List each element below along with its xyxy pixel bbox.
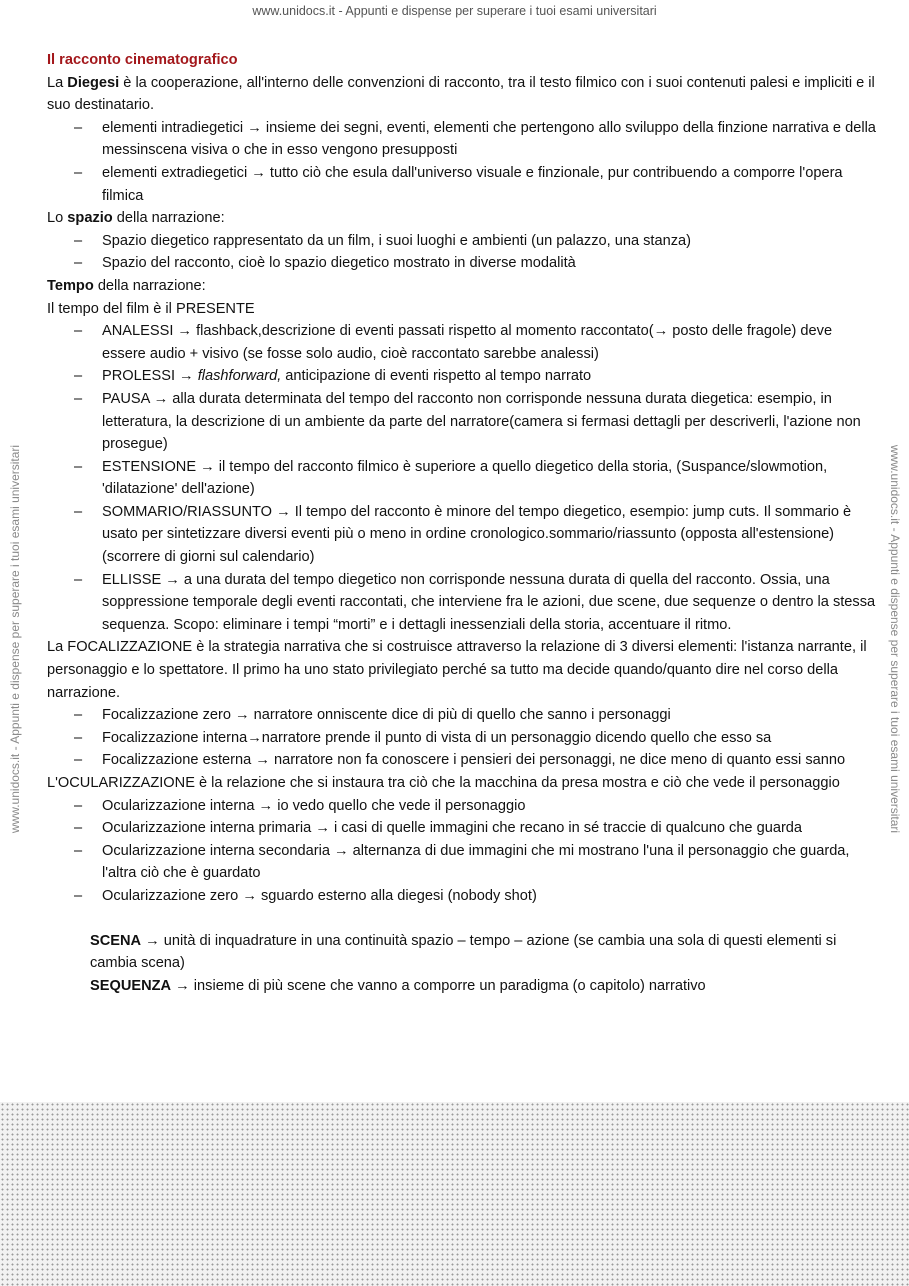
list-item-sommario: – SOMMARIO/RIASSUNTO → Il tempo del racconto è minore del tempo diegetico, esempio: jump cuts. Il sommario è usato per sintetizzare diversi eventi più o meno in ordine cronologico.sommario/riassunto (opposta all'estensione) (scorrere di giorni sul calendario) (74, 503, 852, 566)
document-title: Il racconto cinematografico (47, 52, 238, 68)
list-item: – Focalizzazione esterna → narratore non fa conoscere i pensieri dei personaggi, ne dice meno di quanto essi sanno (74, 752, 846, 769)
spazio-list (47, 230, 877, 275)
scena-term: SCENA (90, 932, 142, 949)
sequenza-term: SEQUENZA (90, 977, 172, 994)
list-item-analessi: – ANALESSI → flashback,descrizione di eventi passati rispetto al momento raccontato(→ posto delle fragole) deve essere audio + visivo (se fosse solo audio, cioè raccontato sarebbe analessi) (74, 323, 833, 362)
spacer (47, 908, 877, 930)
watermark-left: www.unidocs.it - Appunti e dispense per superare i tuoi esami universitari (8, 444, 22, 834)
tempo-term: Tempo (47, 277, 94, 294)
spazio-heading: Lo spazio della narrazione: (47, 210, 225, 227)
list-item: – Focalizzazione interna→narratore prende il punto di vista di un personaggio dicendo quello che esso sa (74, 729, 772, 746)
diegesi-list (47, 117, 877, 207)
list-item-ellisse: – ELLISSE → a una durata del tempo diegetico non corrisponde nessuna durata di quella del racconto. Ossia, una soppressione temporale degli eventi raccontati, che interviene fra le azioni, due scene, due sequenze o dentro la stessa sequenza. Scopo: eliminare i tempi “morti” e i dettagli inessenziali della storia, accentuare il ritmo. (74, 571, 876, 633)
diegesi-paragraph: La Diegesi è la cooperazione, all'interno delle convenzioni di racconto, tra il testo filmico con i suoi contenuti palesi e impliciti e il suo destinatario. (47, 74, 875, 114)
watermark-top: www.unidocs.it - Appunti e dispense per superare i tuoi esami universitari (252, 4, 657, 18)
tempo-list (47, 320, 877, 636)
tempo-presente: Il tempo del film è il PRESENTE (47, 300, 255, 317)
list-item: – Ocularizzazione interna → io vedo quello che vede il personaggio (74, 797, 526, 814)
tempo-heading: Tempo della narrazione: (47, 277, 206, 294)
focalizzazione-paragraph: La FOCALIZZAZIONE è la strategia narrativa che si costruisce attraverso la relazione di 3 diversi elementi: l'istanza narrante, il personaggio e lo spettatore. Il primo ha uno stato privilegiato perché sa tutto ma decide quando/quanto dire nel corso della narrazione. (47, 639, 867, 701)
preview-mask (0, 1102, 909, 1286)
focalizzazione-list (47, 704, 877, 772)
ocularizzazione-list (47, 795, 877, 908)
list-item: – Ocularizzazione interna primaria → i casi di quelle immagini che recano in sé traccie di qualcuno che guarda (74, 820, 803, 837)
spazio-term: spazio (67, 210, 113, 227)
ocularizzazione-paragraph: L'OCULARIZZAZIONE è la relazione che si instaura tra ciò che la macchina da presa mostra e ciò che vede il personaggio (47, 775, 840, 791)
list-item-pausa: – PAUSA → alla durata determinata del tempo del racconto non corrisponde nessuna durata diegetica: esempio, in letteratura, la descrizione di un ambiente da parte del narratore(camera si fermasi dettagli per descriverli, l'azione non prosegue) (74, 390, 861, 453)
diegesi-term: Diegesi (67, 74, 120, 91)
list-item-estensione: – ESTENSIONE → il tempo del racconto filmico è superiore a quello diegetico della storia, (Suspance/slowmotion, 'dilatazione' dell'azione) (74, 458, 828, 498)
list-item: – elementi intradiegetici → insieme dei segni, eventi, elementi che pertengono allo sviluppo della finzione narrativa e della messinscena visiva o che in esso vengono presupposti (74, 119, 876, 159)
list-item-prolessi: – PROLESSI → flashforward, anticipazione di eventi rispetto al tempo narrato (74, 368, 592, 385)
sequenza-paragraph: SEQUENZA → insieme di più scene che vanno a comporre un paradigma (o capitolo) narrativo (90, 977, 706, 994)
list-item: – Focalizzazione zero → narratore onniscente dice di più di quello che sanno i personaggi (74, 707, 671, 724)
list-item: – Ocularizzazione interna secondaria → alternanza di due immagini che mi mostrano l'una il personaggio che guarda, l'altra ciò che è guardato (74, 842, 850, 882)
list-item: – Spazio diegetico rappresentato da un film, i suoi luoghi e ambienti (un palazzo, una stanza) (74, 232, 691, 249)
watermark-right: www.unidocs.it - Appunti e dispense per superare i tuoi esami universitari (888, 444, 902, 834)
list-item: – elementi extradiegetici → tutto ciò che esula dall'universo visuale e finzionale, pur contribuendo a comporre l'opera filmica (74, 164, 843, 204)
document-body (47, 49, 877, 997)
list-item: – Spazio del racconto, cioè lo spazio diegetico mostrato in diverse modalità (74, 255, 576, 272)
scena-paragraph: SCENA → unità di inquadrature in una continuità spazio – tempo – azione (se cambia una sola di questi elementi si cambia scena) (90, 932, 837, 972)
list-item: – Ocularizzazione zero → sguardo esterno alla diegesi (nobody shot) (74, 887, 537, 904)
